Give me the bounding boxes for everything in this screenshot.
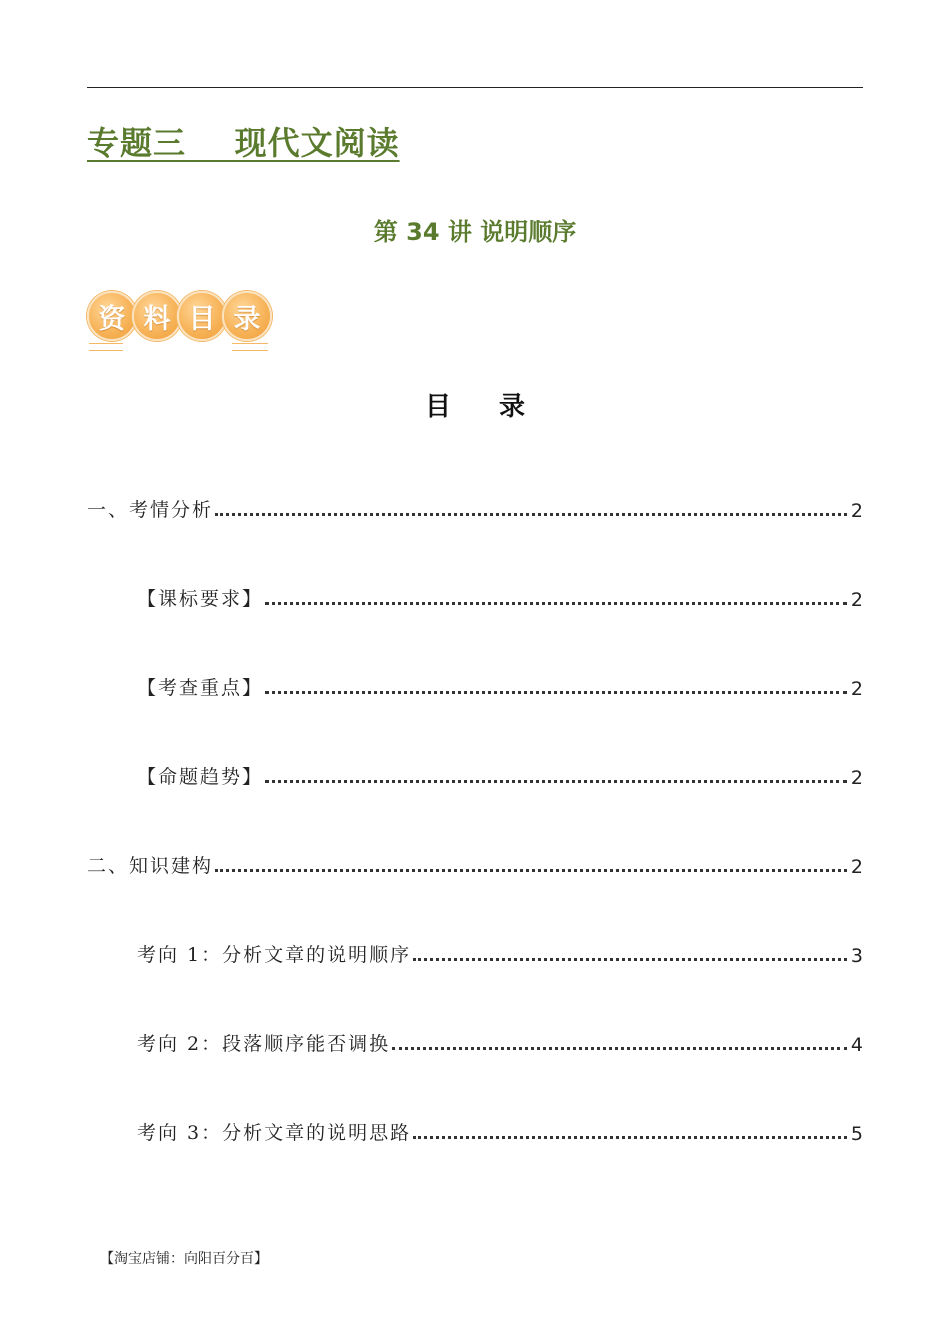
toc-entry-label: 考向 1：分析文章的说明顺序 [137,944,412,966]
toc-entry[interactable] [137,581,863,611]
toc-entry-label: 【考查重点】 [137,677,264,699]
badge-underline-right [232,343,268,351]
toc-leader-dots [413,958,847,961]
toc-entry[interactable] [137,937,863,967]
toc-entry-label: 二、知识建构 [87,855,214,877]
footer-shop-note: 【淘宝店铺：向阳百分百】 [100,1251,268,1267]
badge-char-1: 资 [87,291,137,341]
badge-char-3: 目 [177,291,227,341]
toc-entry-page: 2 [850,767,863,789]
toc-entry-label: 考向 3：分析文章的说明思路 [137,1122,412,1144]
toc-entry-label: 【命题趋势】 [137,766,264,788]
top-rule [87,87,863,88]
toc-entry-page: 3 [850,945,863,967]
toc-entry-page: 4 [850,1034,863,1056]
toc-entry-page: 5 [850,1123,863,1145]
toc-leader-dots [392,1047,847,1050]
toc-leader-dots [265,691,847,694]
toc-entry-page: 2 [850,500,863,522]
toc-entry[interactable] [137,759,863,789]
toc-leader-dots [265,780,847,783]
badge-char-2: 料 [132,291,182,341]
toc-entry-page: 2 [850,589,863,611]
toc-entry-label: 【课标要求】 [137,588,264,610]
toc-entry[interactable] [87,848,863,878]
toc-badge [87,289,272,353]
toc-entry-page: 2 [850,678,863,700]
toc-entry-page: 2 [850,856,863,878]
toc-entry-label: 一、考情分析 [87,499,214,521]
toc-leader-dots [265,602,847,605]
badge-underline-left [89,343,123,351]
toc-entry[interactable] [137,1115,863,1145]
toc-entry[interactable] [137,1026,863,1056]
toc-leader-dots [215,869,847,872]
toc-leader-dots [215,513,847,516]
toc-heading: 目录 [424,392,573,422]
toc-leader-dots [413,1136,847,1139]
toc-entry-label: 考向 2：段落顺序能否调换 [137,1033,391,1055]
toc-entry[interactable] [87,492,863,522]
toc-entry[interactable] [137,670,863,700]
lecture-title: 第 34 讲 说明顺序 [373,218,577,246]
badge-char-4: 录 [222,291,272,341]
topic-title: 专题三 现代文阅读 [87,124,400,162]
